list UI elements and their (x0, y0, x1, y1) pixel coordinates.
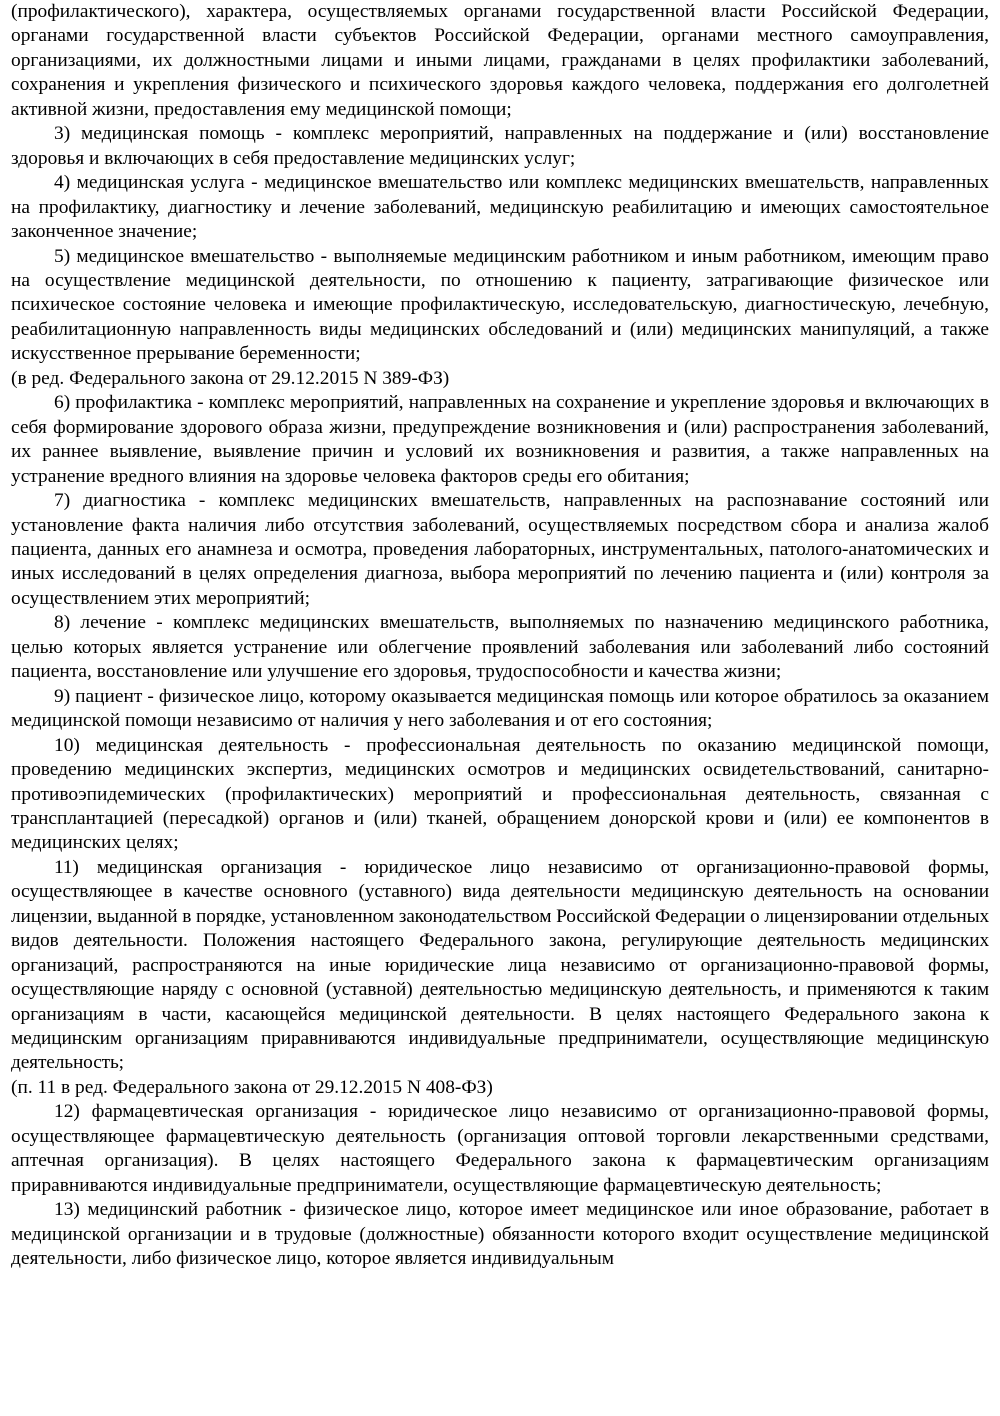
paragraph-item-10: 10) медицинская деятельность - профессиональная деятельность по оказанию медицинской помощи, проведению медицинских экспертиз, медицинских осмотров и медицинских освидетельствований, санитарно-противоэпидемических (профилактических) мероприятий и профессиональная деятельность, связанная с трансплантацией (пересадкой) органов и (или) тканей, обращением донорской крови и (или) ее компонентов в медицинских целях; (11, 734, 989, 854)
paragraph-item-13: 13) медицинский работник - физическое лицо, которое имеет медицинское или иное образование, работает в медицинской организации и в трудовые (должностные) обязанности которого входит осуществление медицинской деятельности, либо физическое лицо, которое является индивидуальным (11, 1199, 989, 1270)
paragraph-item-8: 8) лечение - комплекс медицинских вмешательств, выполняемых по назначению медицинского работника, целью которых является устранение или облегчение проявлений заболевания или заболеваний либо состояний пациента, восстановление или улучшение его здоровья, трудоспособности и качества жизни; (11, 612, 989, 683)
paragraph-item-9: 9) пациент - физическое лицо, которому оказывается медицинская помощь или которое обратилось за оказанием медицинской помощи независимо от наличия у него заболевания и от его состояния; (11, 685, 989, 732)
paragraph-item-11: 11) медицинская организация - юридическое лицо независимо от организационно-правовой формы, осуществляющее в качестве основного (уставного) вида деятельности медицинскую деятельность на основании лицензии, выданной в порядке, установленном законодательством Российской Федерации о лицензировании отдельных видов деятельности. Положения настоящего Федерального закона, регулирующие деятельность медицинских организаций, распространяются на иные юридические лица независимо от организационно-правовой формы, осуществляющие наряду с основной (уставной) деятельностью медицинскую деятельность, и применяются к таким организациям в части, касающейся медицинской деятельности. В целях настоящего Федерального закона к медицинским организациям приравниваются индивидуальные предприниматели, осуществляющие медицинскую деятельность; (11, 856, 989, 1074)
paragraph-continuation: (профилактического), характера, осуществляемых органами государственной власти Российской Федерации, органами государственной власти субъектов Российской Федерации, органами местного самоуправления, организациями, их должностными лицами и иными лицами, гражданами в целях профилактики заболеваний, сохранения и укрепления физического и психического здоровья каждого человека, поддержания его долголетней активной жизни, предоставления ему медицинской помощи; (11, 1, 989, 120)
paragraph-item-4: 4) медицинская услуга - медицинское вмешательство или комплекс медицинских вмешательств, направленных на профилактику, диагностику и лечение заболеваний, медицинскую реабилитацию и имеющих самостоятельное законченное значение; (11, 172, 989, 243)
paragraph-item-5: 5) медицинское вмешательство - выполняемые медицинским работником и иным работником, имеющим право на осуществление медицинской деятельности, по отношению к пациенту, затрагивающие физическое или психическое состояние человека и имеющие профилактическую, исследовательскую, диагностическую, лечебную, реабилитационную направленность виды медицинских обследований и (или) медицинских манипуляций, а также искусственное прерывание беременности; (11, 245, 989, 365)
paragraph-item-7: 7) диагностика - комплекс медицинских вмешательств, направленных на распознавание состояний или установление факта наличия либо отсутствия заболеваний, осуществляемых посредством сбора и анализа жалоб пациента, данных его анамнеза и осмотра, проведения лабораторных, инструментальных, патолого-анатомических и иных исследований в целях определения диагноза, выбора мероприятий по лечению пациента и (или) контроля за осуществлением этих мероприятий; (11, 490, 989, 609)
amendment-note: (п. 11 в ред. Федерального закона от 29.12.2015 N 408-ФЗ) (11, 1076, 493, 1098)
paragraph-item-12: 12) фармацевтическая организация - юридическое лицо независимо от организационно-правовой формы, осуществляющее фармацевтическую деятельность (организация оптовой торговли лекарственными средствами, аптечная организация). В целях настоящего Федерального закона к фармацевтическим организациям приравниваются индивидуальные предприниматели, осуществляющие фармацевтическую деятельность; (11, 1101, 989, 1196)
document-page (11, 0, 989, 1272)
paragraph-item-6: 6) профилактика - комплекс мероприятий, направленных на сохранение и укрепление здоровья и включающих в себя формирование здорового образа жизни, предупреждение возникновения и (или) распространения заболеваний, их раннее выявление, выявление причин и условий их возникновения и развития, а также направленных на устранение вредного влияния на здоровье человека факторов среды его обитания; (11, 392, 989, 487)
paragraph-item-3: 3) медицинская помощь - комплекс мероприятий, направленных на поддержание и (или) восстановление здоровья и включающих в себя предоставление медицинских услуг; (11, 123, 989, 169)
amendment-note: (в ред. Федерального закона от 29.12.2015 N 389-ФЗ) (11, 367, 450, 389)
